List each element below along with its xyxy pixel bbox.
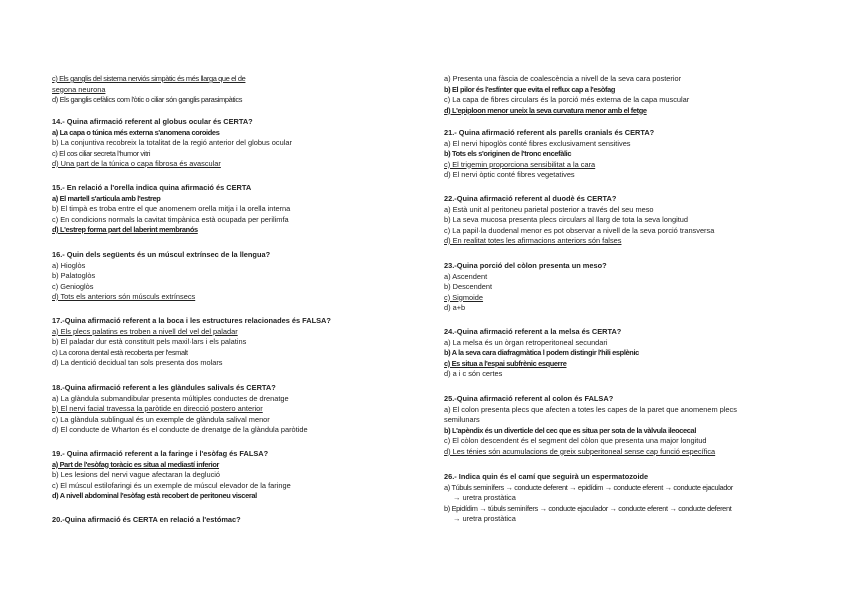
question-21 [444, 128, 816, 181]
option-c: c) El còlon descendent és el segment del còlon que presenta una major longitud [444, 436, 707, 445]
option-c: c) El trigemin proporciona sensibilitat a la cara [444, 159, 596, 169]
option-c: c) El cos ciliar secreta l'humor vitri [52, 148, 151, 158]
option-a: a) Presenta una fàscia de coalescència a nivell de la seva cara posterior [444, 74, 682, 83]
option-a: a) La glàndula submandibular presenta múltiples conductes de drenatge [52, 393, 289, 403]
option-b: b) A la seva cara diafragmàtica l podem distingir l'hili esplènic [444, 348, 639, 357]
option-d: d) La dentició decidual tan sols presenta dos molars [52, 358, 223, 367]
option-d: d) Els ganglis cefàlics com l'òtic o ciliar són ganglis parasimpàtics [52, 95, 243, 104]
option-b: b) El nervi facial travessa la paròtide en direcció postero anterior [52, 404, 263, 413]
question-13-continued [52, 74, 424, 106]
option-a: a) El colon presenta plecs que afecten a totes les capes de la paret que anomenem plecs [444, 404, 737, 414]
option-c: c) La papil·la duodenal menor es pot observar a nivell de la seva porció transversa [444, 225, 715, 235]
option-a: a) El martell s'articula amb l'estrep [52, 193, 161, 203]
option-d: d) a+b [444, 303, 466, 312]
question-20-continued [444, 74, 816, 116]
option-a: a) Està unit al peritoneu parietal posterior a través del seu meso [444, 204, 654, 214]
option-d: d) L'estrep forma part del laberint membranós [52, 225, 198, 234]
option-d: d) El conducte de Wharton és el conducte de drenatge de la glàndula paròtide [52, 425, 308, 434]
option-d: d) El nervi òptic conté fibres vegetatives [444, 170, 575, 179]
option-b: b) L'apèndix és un diverticle del cec que es situa per sota de la vàlvula ileocecal [444, 425, 697, 435]
option-b: b) El paladar dur està constituït pels maxil·lars i els palatins [52, 337, 247, 346]
option-d: d) a i c són certes [444, 369, 503, 378]
question-title: 26.- Indica quin és el camí que seguirà un espermatozoide [444, 472, 649, 481]
question-18 [52, 383, 424, 436]
question-15 [52, 183, 424, 236]
option-b: b) Epidídim → túbuls seminífers → conducte ejaculador → conducte eferent → conducte deferent [444, 503, 732, 513]
question-title: 22.-Quina afirmació referent al duodè és CERTA? [444, 194, 617, 203]
option-b: b) Tots els s'originen de l'tronc encefàlic [444, 149, 572, 158]
option-c: c) La capa de fibres circulars és la porció més externa de la capa muscular [444, 95, 690, 104]
option-c: c) La glàndula sublingual és un exemple de glàndula salival menor [52, 414, 270, 424]
option-d: d) Tots els anteriors són músculs extrínsecs [52, 292, 196, 301]
question-20 [52, 515, 424, 526]
option-a: a) Els plecs palatins es troben a nivell del vel del paladar [52, 326, 238, 336]
option-a: a) Part de l'esòfag toràcic es situa al mediastí inferior [52, 459, 220, 469]
option-b: b) Descendent [444, 282, 493, 291]
option-c-cont: segona neurona [52, 84, 106, 94]
question-title: 17.-Quina afirmació referent a la boca i les estructures relacionades és FALSA? [52, 316, 331, 325]
option-b: b) Palatoglòs [52, 271, 96, 280]
question-19 [52, 449, 424, 502]
option-c: c) Es situa a l'espai subfrènic esquerre [444, 358, 567, 368]
option-a: a) La capa o túnica més externa s'anomena coroides [52, 127, 220, 137]
option-a: a) Túbuls seminífers → conducte deferent → epidídim → conducte eferent → conducte ejaculador [444, 482, 733, 492]
question-17 [52, 316, 424, 369]
question-title: 20.-Quina afirmació és CERTA en relació a l'estómac? [52, 515, 241, 524]
option-d: d) Les ténies són acumulacions de greix subperitoneal sense cap funció específica [444, 446, 716, 456]
question-title: 24.-Quina afirmació referent a la melsa és CERTA? [444, 327, 622, 336]
question-14 [52, 117, 424, 170]
question-25 [444, 394, 816, 457]
option-d: d) L'epiploon menor uneix la seva curvatura menor amb el fetge [444, 105, 647, 115]
question-title: 19.- Quina afirmació referent a la faringe i l'esòfag és FALSA? [52, 449, 269, 458]
option-c: c) El múscul estilofaringi és un exemple de múscul elevador de la faringe [52, 480, 291, 490]
question-title: 21.- Quina afirmació referent als parells cranials és CERTA? [444, 128, 655, 137]
option-b: b) El timpà es troba entre el que anomenem orella mitja i la orella interna [52, 204, 291, 213]
option-b: b) El pilor és l'esfínter que evita el reflux cap a l'esòfag [444, 84, 616, 94]
question-24 [444, 327, 816, 380]
option-b: b) Les lesions del nervi vague afectaran la deglució [52, 470, 221, 479]
option-d: d) Una part de la túnica o capa fibrosa és avascular [52, 159, 221, 168]
option-d: d) A nivell abdominal l'esòfag està recobert de peritoneu visceral [52, 491, 257, 500]
option-b-cont: → uretra prostàtica [453, 514, 516, 523]
option-c: c) La corona dental està recoberta per l'esmalt [52, 347, 188, 357]
option-a: a) Hioglòs [52, 260, 86, 270]
option-d: d) En realitat totes les afirmacions anteriors són falses [444, 236, 622, 245]
option-a: a) Ascendent [444, 271, 488, 281]
option-c: c) En condicions normals la cavitat timpànica està ocupada per perilimfa [52, 214, 289, 224]
option-c: c) Sigmoide [444, 292, 484, 302]
question-26 [444, 472, 816, 525]
option-a: a) El nervi hipoglòs conté fibres exclusivament sensitives [444, 138, 631, 148]
question-22 [444, 194, 816, 247]
question-title: 15.- En relació a l'orella indica quina afirmació és CERTA [52, 183, 252, 192]
question-title: 14.- Quina afirmació referent al globus ocular és CERTA? [52, 117, 253, 126]
option-a-cont: semilunars [444, 415, 480, 424]
option-b: b) La seva mucosa presenta plecs circulars al llarg de tota la seva longitud [444, 215, 689, 224]
question-23 [444, 261, 816, 314]
question-title: 23.-Quina porció del còlon presenta un meso? [444, 261, 607, 270]
option-b: b) La conjuntiva recobreix la totalitat de la regió anterior del globus ocular [52, 138, 292, 147]
question-title: 25.-Quina afirmació referent al colon és FALSA? [444, 394, 614, 403]
option-c: c) Genioglòs [52, 281, 94, 291]
question-title: 16.- Quin dels següents és un múscul extrínsec de la llengua? [52, 250, 271, 259]
option-a-cont: → uretra prostàtica [453, 493, 516, 502]
option-a: a) La melsa és un òrgan retroperitoneal secundari [444, 337, 608, 347]
option-c: c) Els ganglis del sistema nerviós simpàtic és més llarga que el de [52, 74, 246, 83]
question-title: 18.-Quina afirmació referent a les glàndules salivals és CERTA? [52, 383, 276, 392]
question-16 [52, 250, 424, 303]
